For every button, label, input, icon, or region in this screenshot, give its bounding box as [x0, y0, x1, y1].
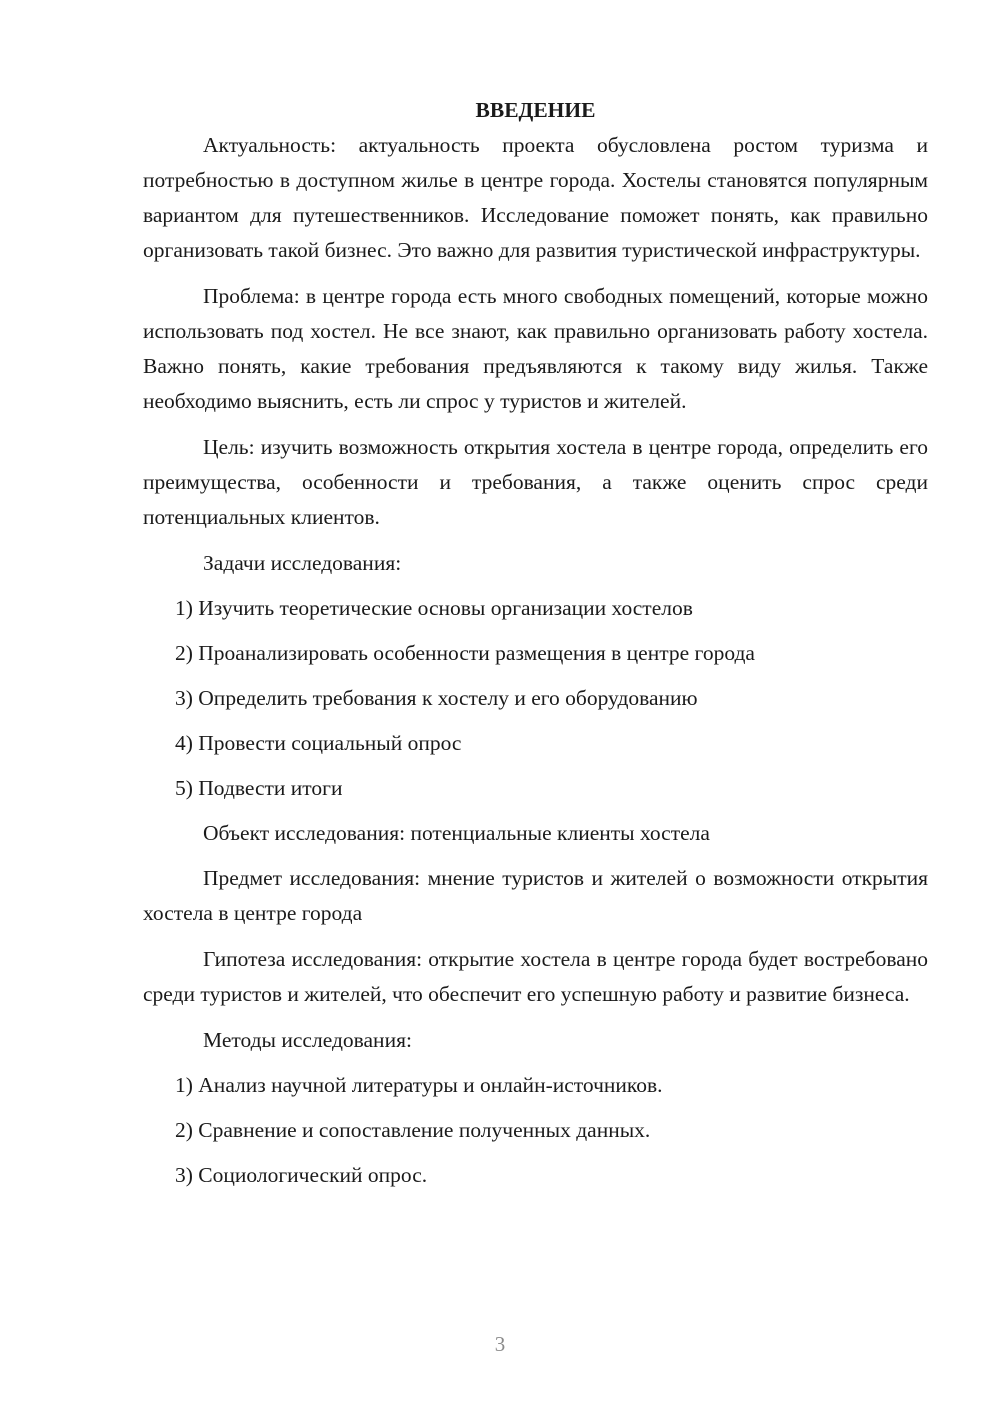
hypothesis-paragraph: Гипотеза исследования: открытие хостела в центре города будет востребовано среди туристов и жителей, что обеспечит его успешную работу и развитие бизнеса. [143, 947, 928, 1006]
list-item: 2) Сравнение и сопоставление полученных данных. [175, 1118, 651, 1142]
list-item: 5) Подвести итоги [175, 776, 343, 800]
relevance-paragraph: Актуальность: актуальность проекта обусловлена ростом туризма и потребностью в доступном жилье в центре города. Хостелы становятся популярным вариантом для путешественников. Исследование поможет понять, как правильно организовать такой бизнес. Это важно для развития туристической инфраструктуры. [143, 133, 928, 262]
tasks-list [143, 591, 928, 806]
subject-paragraph: Предмет исследования: мнение туристов и жителей о возможности открытия хостела в центре города [143, 866, 928, 925]
page-number: 3 [494, 1332, 506, 1356]
section-title: ВВЕДЕНИЕ [475, 98, 596, 122]
list-item: 1) Анализ научной литературы и онлайн-источников. [175, 1073, 663, 1097]
list-item: 1) Изучить теоретические основы организации хостелов [175, 596, 693, 620]
methods-list [143, 1068, 928, 1193]
document-page [143, 94, 928, 1203]
list-item: 4) Провести социальный опрос [175, 731, 462, 755]
list-item: 3) Определить требования к хостелу и его оборудованию [175, 686, 698, 710]
methods-heading: Методы исследования: [203, 1028, 412, 1052]
list-item: 2) Проанализировать особенности размещения в центре города [175, 641, 755, 665]
object-paragraph: Объект исследования: потенциальные клиенты хостела [203, 821, 710, 845]
problem-paragraph: Проблема: в центре города есть много свободных помещений, которые можно использовать под хостел. Не все знают, как правильно организовать работу хостела. Важно понять, какие требования предъявляются к такому виду жилья. Также необходимо выяснить, есть ли спрос у туристов и жителей. [143, 284, 928, 413]
goal-paragraph: Цель: изучить возможность открытия хостела в центре города, определить его преимущества, особенности и требования, а также оценить спрос среди потенциальных клиентов. [143, 435, 928, 529]
tasks-heading: Задачи исследования: [203, 551, 402, 575]
list-item: 3) Социологический опрос. [175, 1163, 428, 1187]
